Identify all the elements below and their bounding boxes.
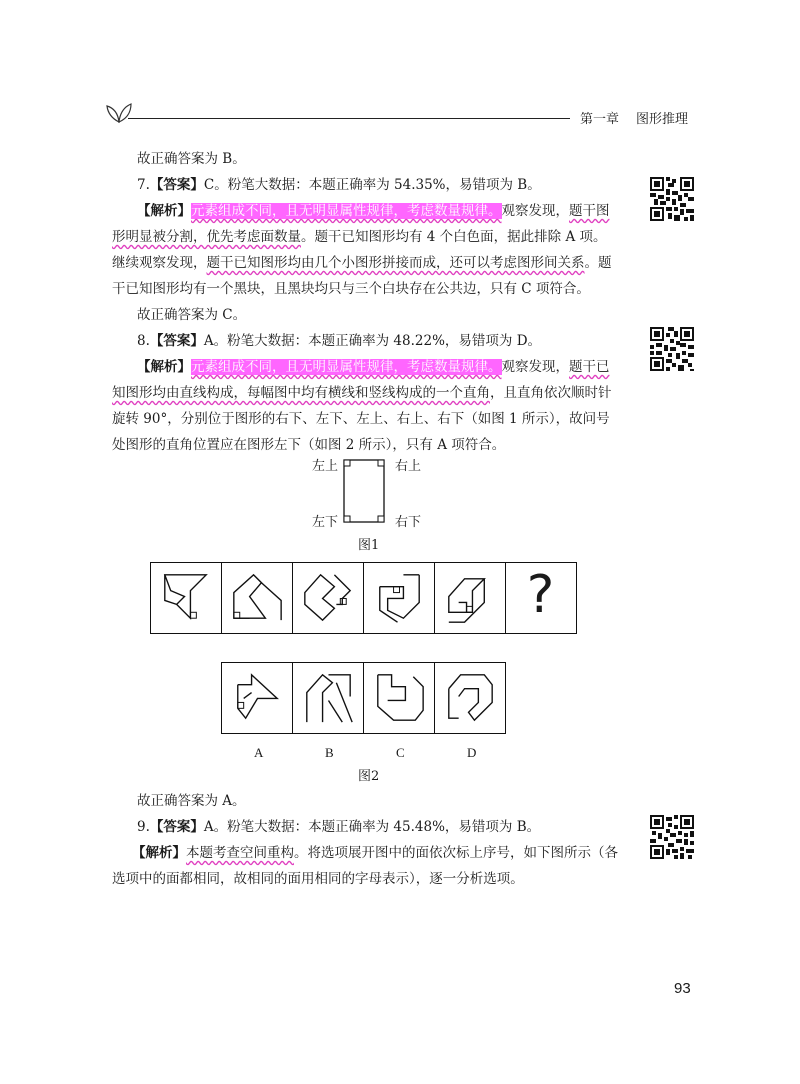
q8-analysis-3: 旋转 90°，分别位于图形的右下、左下、左上、右上、右下（如图 1 所示），故问号	[112, 411, 610, 427]
leaf-icon	[104, 100, 134, 124]
q8-answer: 8.【答案】A。粉笔大数据：本题正确率为 48.22%，易错项为 D。	[137, 333, 542, 349]
answer-line-7: 故正确答案为 C。	[137, 307, 247, 323]
header-rule	[128, 118, 570, 119]
question-mark: ?	[526, 565, 555, 625]
page-number: 93	[674, 980, 691, 997]
option-figure-d[interactable]	[434, 662, 506, 734]
option-label-d: D	[467, 745, 477, 760]
qr-code-q9[interactable]	[650, 815, 694, 859]
option-figure-b[interactable]	[292, 662, 364, 734]
answer-line-6: 故正确答案为 B。	[137, 151, 246, 167]
label-bottom-right: 右下	[395, 515, 422, 530]
figure-2-caption: 图2	[358, 769, 380, 784]
qr-code-q8[interactable]	[650, 327, 694, 371]
qr-code-icon	[650, 815, 694, 859]
q9-analysis-2: 选项中的面都相同，故相同的面用相同的字母表示），逐一分析选项。	[112, 871, 524, 887]
option-figure-a[interactable]	[221, 662, 293, 734]
label-top-right: 右上	[395, 459, 422, 474]
q9-analysis-1: 【解析】本题考查空间重构。将选项展开图中的面依次标上序号，如下图所示（各	[132, 845, 618, 861]
q7-answer: 7.【答案】C。粉笔大数据：本题正确率为 54.35%，易错项为 B。	[137, 177, 541, 193]
question-figure-3	[292, 562, 364, 634]
chapter-label: 第一章	[580, 112, 620, 127]
q9-answer: 9.【答案】A。粉笔大数据：本题正确率为 45.48%，易错项为 B。	[137, 819, 541, 835]
option-label-c: C	[396, 745, 405, 760]
chapter-title: 图形推理	[636, 112, 689, 127]
highlight: 元素组成不同，且无明显属性规律，考虑数量规律。	[191, 359, 502, 375]
q7-analysis-2: 形明显被分割，优先考虑面数量。题干已知图形均有 4 个白色面，据此排除 A 项。	[112, 229, 607, 245]
question-figure-5	[434, 562, 506, 634]
highlight: 元素组成不同，且无明显属性规律，考虑数量规律。	[191, 203, 502, 219]
answer-line-8: 故正确答案为 A。	[137, 793, 246, 809]
qr-code-icon	[650, 327, 694, 371]
question-figure-2	[221, 562, 293, 634]
label-bottom-left: 左下	[312, 515, 339, 530]
q8-analysis-1: 【解析】元素组成不同，且无明显属性规律，考虑数量规律。观察发现，题干已	[137, 359, 610, 375]
qr-code-q7[interactable]	[650, 177, 694, 221]
question-mark-cell	[505, 562, 577, 634]
question-figure-4	[363, 562, 435, 634]
option-label-a: A	[254, 745, 264, 760]
q8-analysis-2: 知图形均由直线构成，每幅图中均有横线和竖线构成的一个直角，且直角依次顺时针	[112, 385, 612, 401]
option-figure-c[interactable]	[363, 662, 435, 734]
q7-analysis-3: 继续观察发现，题干已知图形均由几个小图形拼接而成，还可以考虑图形间关系。题	[112, 255, 612, 271]
option-label-b: B	[325, 745, 334, 760]
q7-analysis-1: 【解析】元素组成不同，且无明显属性规律，考虑数量规律。观察发现，题干图	[137, 203, 610, 219]
question-figure-1	[150, 562, 222, 634]
label-top-left: 左上	[312, 459, 339, 474]
qr-code-icon	[650, 177, 694, 221]
figure-1-caption: 图1	[358, 538, 380, 553]
q8-analysis-4: 处图形的直角位置应在图形左下（如图 2 所示），只有 A 项符合。	[112, 437, 506, 453]
q7-analysis-4: 干已知图形均有一个黑块，且黑块均只与三个白块存在公共边，只有 C 项符合。	[112, 281, 590, 297]
